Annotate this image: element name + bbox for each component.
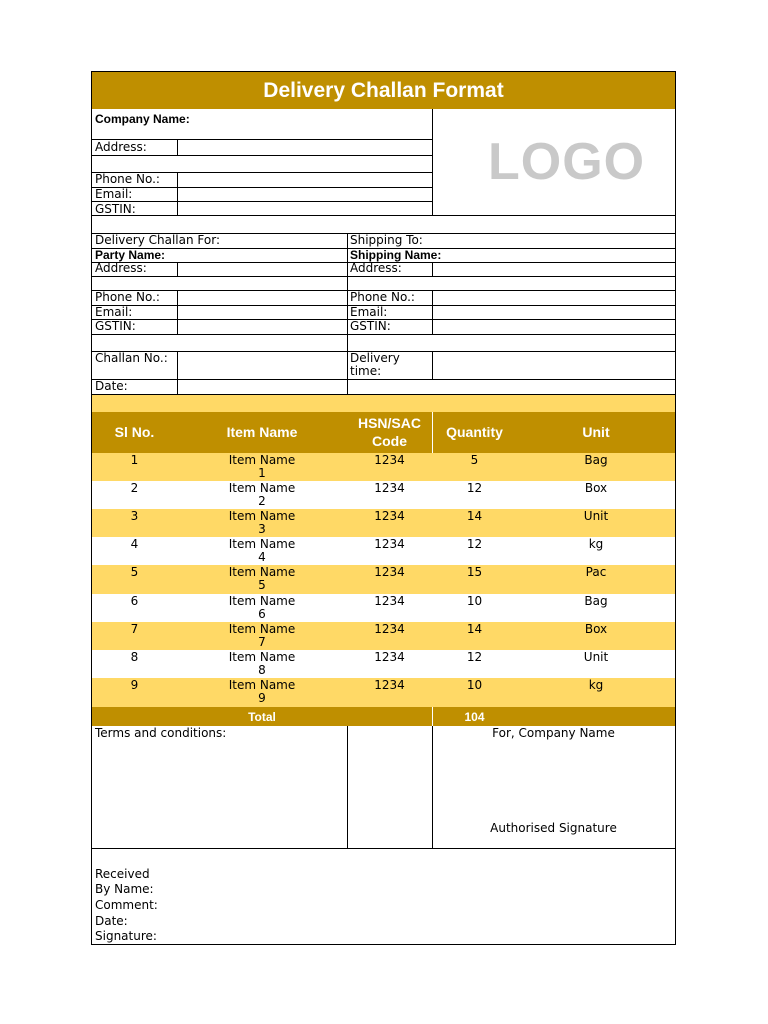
row-sl-no: 4 (130, 537, 139, 551)
row-item-name: Item Name (228, 565, 296, 579)
received-date-label: Date: (95, 914, 128, 928)
shipping-gstin-field[interactable] (432, 319, 675, 334)
shipping-address-label: Address: (350, 261, 402, 275)
party-phone-label: Phone No.: (95, 290, 160, 304)
delivery-challan-sheet (91, 71, 676, 945)
row-unit: Box (584, 481, 608, 495)
row-item-name: Item Name (228, 509, 296, 523)
row-unit: Bag (584, 453, 608, 467)
row-unit: Box (584, 622, 608, 636)
page-title: Delivery Challan Format (92, 72, 675, 109)
header-hsn-line1: HSN/SAC (357, 415, 421, 431)
shipping-email-label: Email: (350, 305, 388, 319)
delivery-time-label-line1: Delivery (350, 351, 400, 365)
row-item-name-number: 3 (258, 522, 266, 536)
shipping-gstin-label: GSTIN: (350, 319, 391, 333)
company-address-label: Address: (95, 140, 147, 154)
header-unit: Unit (582, 424, 610, 440)
row-unit: kg (588, 537, 604, 551)
row-item-name: Item Name (228, 537, 296, 551)
party-address-label: Address: (95, 261, 147, 275)
received-label: Received (95, 867, 150, 881)
row-hsn: 1234 (374, 678, 405, 692)
header-item-name: Item Name (226, 424, 298, 440)
row-item-name-number: 1 (258, 466, 266, 480)
party-name-label: Party Name: (95, 248, 166, 262)
row-hsn: 1234 (374, 509, 405, 523)
row-item-name-number: 7 (258, 635, 266, 649)
date-field[interactable] (177, 379, 347, 394)
row-item-name: Item Name (228, 622, 296, 636)
shipping-name-label: Shipping Name: (350, 248, 442, 262)
delivery-time-label-line2: time: (350, 364, 382, 378)
table-row (92, 594, 675, 622)
header-quantity: Quantity (446, 424, 503, 440)
row-item-name-number: 4 (258, 550, 266, 564)
row-item-name: Item Name (228, 453, 296, 467)
company-phone-label: Phone No.: (95, 172, 160, 186)
party-email-label: Email: (95, 305, 133, 319)
row-sl-no: 8 (130, 650, 139, 664)
company-gstin-field[interactable] (177, 201, 432, 215)
authorised-signature: Authorised Signature (490, 821, 617, 835)
party-gstin-field[interactable] (177, 319, 347, 334)
row-quantity: 10 (466, 678, 483, 692)
terms-field[interactable] (92, 742, 347, 847)
table-row (92, 650, 675, 678)
row-quantity: 14 (466, 509, 483, 523)
challan-no-field[interactable] (177, 351, 347, 379)
total-quantity: 104 (464, 710, 485, 724)
party-email-field[interactable] (177, 305, 347, 319)
shipping-email-field[interactable] (432, 305, 675, 319)
row-sl-no: 2 (130, 481, 139, 495)
row-unit: Pac (585, 565, 607, 579)
party-gstin-label: GSTIN: (95, 319, 136, 333)
for-company-name: For, Company Name (492, 726, 615, 740)
row-hsn: 1234 (374, 565, 405, 579)
row-unit: kg (588, 678, 604, 692)
row-item-name: Item Name (228, 678, 296, 692)
row-quantity: 12 (466, 481, 483, 495)
delivery-time-field[interactable] (432, 351, 675, 379)
table-row (92, 481, 675, 509)
company-address-field[interactable] (177, 140, 432, 155)
header-hsn-line2: Code (372, 433, 407, 449)
table-row (92, 678, 675, 707)
total-label: Total (248, 710, 276, 724)
table-row (92, 565, 675, 594)
row-quantity: 15 (466, 565, 483, 579)
company-email-field[interactable] (177, 187, 432, 201)
party-phone-field[interactable] (177, 290, 347, 305)
shipping-phone-label: Phone No.: (350, 290, 415, 304)
row-item-name-number: 6 (258, 607, 266, 621)
shipping-to-heading: Shipping To: (350, 233, 423, 247)
terms-label: Terms and conditions: (95, 726, 227, 740)
row-quantity: 12 (466, 537, 483, 551)
row-hsn: 1234 (374, 537, 405, 551)
shipping-address-field[interactable] (432, 262, 675, 276)
row-item-name-number: 9 (258, 691, 266, 705)
row-quantity: 12 (466, 650, 483, 664)
row-item-name: Item Name (228, 594, 296, 608)
row-sl-no: 9 (130, 678, 139, 692)
row-hsn: 1234 (374, 622, 405, 636)
date-label: Date: (95, 379, 128, 393)
row-item-name-number: 5 (258, 578, 266, 592)
row-item-name: Item Name (228, 650, 296, 664)
challan-no-label: Challan No.: (95, 351, 168, 365)
row-quantity: 5 (470, 453, 479, 467)
table-row (92, 453, 675, 481)
challan-for-heading: Delivery Challan For: (95, 233, 220, 247)
total-row (92, 707, 675, 726)
header-sl-no: Sl No. (114, 424, 155, 440)
row-quantity: 14 (466, 622, 483, 636)
received-comment-label: Comment: (95, 898, 158, 912)
row-item-name-number: 2 (258, 494, 266, 508)
row-sl-no: 3 (130, 509, 139, 523)
table-row (92, 537, 675, 565)
row-sl-no: 5 (130, 565, 139, 579)
spacer-band (92, 395, 675, 412)
company-logo: LOGO (488, 133, 646, 191)
company-email-label: Email: (95, 187, 133, 201)
row-hsn: 1234 (374, 481, 405, 495)
row-unit: Unit (583, 509, 609, 523)
row-item-name-number: 8 (258, 663, 266, 677)
row-item-name: Item Name (228, 481, 296, 495)
company-phone-field[interactable] (177, 172, 432, 187)
row-hsn: 1234 (374, 594, 405, 608)
row-sl-no: 6 (130, 594, 139, 608)
items-table-header (92, 412, 675, 453)
received-by-name-label: By Name: (95, 882, 154, 896)
row-hsn: 1234 (374, 650, 405, 664)
table-row (92, 622, 675, 650)
row-sl-no: 7 (130, 622, 139, 636)
party-address-field[interactable] (177, 262, 347, 276)
row-hsn: 1234 (374, 453, 405, 467)
received-signature-label: Signature: (95, 929, 157, 943)
row-unit: Bag (584, 594, 608, 608)
row-sl-no: 1 (130, 453, 139, 467)
company-gstin-label: GSTIN: (95, 202, 136, 216)
row-quantity: 10 (466, 594, 483, 608)
company-name-label: Company Name: (95, 112, 190, 126)
row-unit: Unit (583, 650, 609, 664)
table-row (92, 509, 675, 537)
shipping-phone-field[interactable] (432, 290, 675, 305)
